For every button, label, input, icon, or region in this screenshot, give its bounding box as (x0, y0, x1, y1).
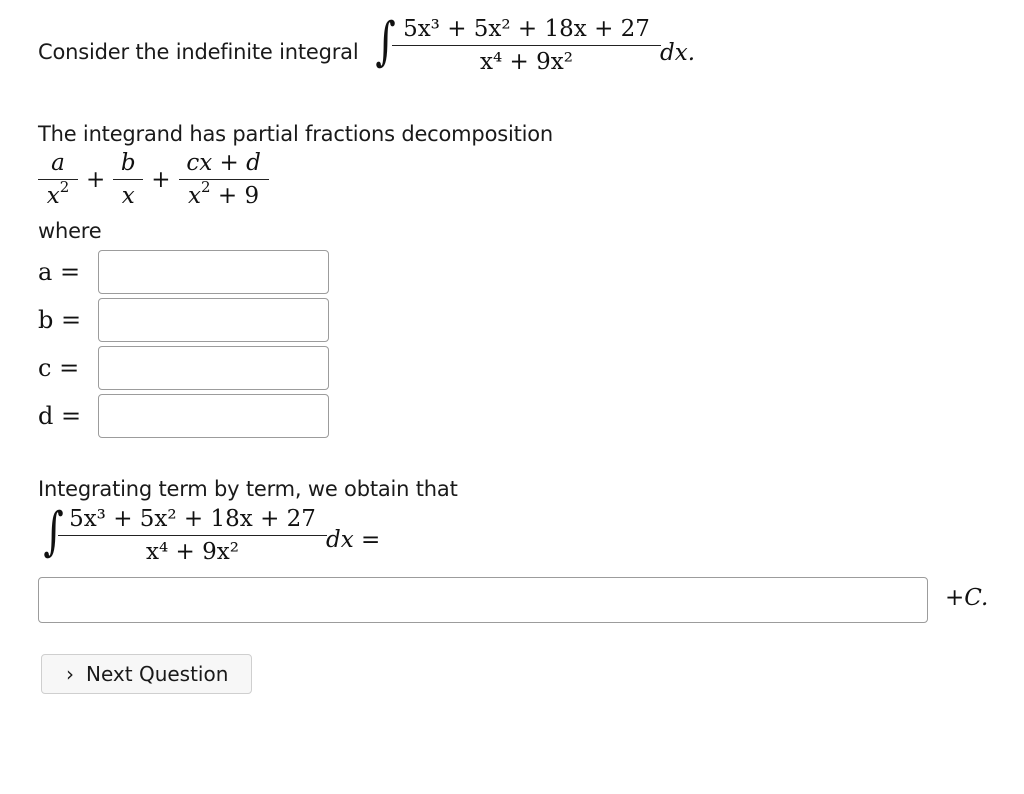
label-a: a = (38, 258, 81, 286)
input-a[interactable] (98, 250, 329, 294)
input-d[interactable] (98, 394, 329, 438)
where-text: where (38, 219, 102, 243)
integrating-text: Integrating term by term, we obtain that (38, 477, 458, 501)
decomposition-text: The integrand has partial fractions decomposition (38, 122, 554, 146)
label-c: c = (38, 354, 80, 382)
plus-c-label: +C. (945, 585, 989, 611)
integral-sign-2: ∫ (43, 502, 64, 562)
integrand-fraction-2 (58, 506, 327, 565)
dx-equals: dx = (326, 527, 381, 553)
integral-sign: ∫ (375, 12, 396, 72)
input-c[interactable] (98, 346, 329, 390)
integrand-denominator-2: x⁴ + 9x² (58, 535, 327, 565)
label-b: b = (38, 306, 82, 334)
chevron-right-icon: › (66, 662, 74, 686)
integrand-fraction (392, 16, 661, 75)
input-b[interactable] (98, 298, 329, 342)
integrand-numerator-2: 5x³ + 5x² + 18x + 27 (69, 506, 316, 532)
dx-end: dx. (660, 40, 696, 66)
antiderivative-input[interactable] (38, 577, 928, 623)
next-question-button[interactable] (41, 654, 252, 694)
label-d: d = (38, 402, 82, 430)
decomposition-expression: $\frac{a}{x^2}$ + $\frac{b}{x}$ + $\frac{cx + d}{x^2 + 9}$ (38, 150, 269, 209)
next-question-label: Next Question (86, 662, 229, 686)
integrand-denominator: x⁴ + 9x² (392, 45, 661, 75)
intro-text: Consider the indefinite integral (38, 40, 359, 64)
integrand-numerator: 5x³ + 5x² + 18x + 27 (403, 16, 650, 42)
